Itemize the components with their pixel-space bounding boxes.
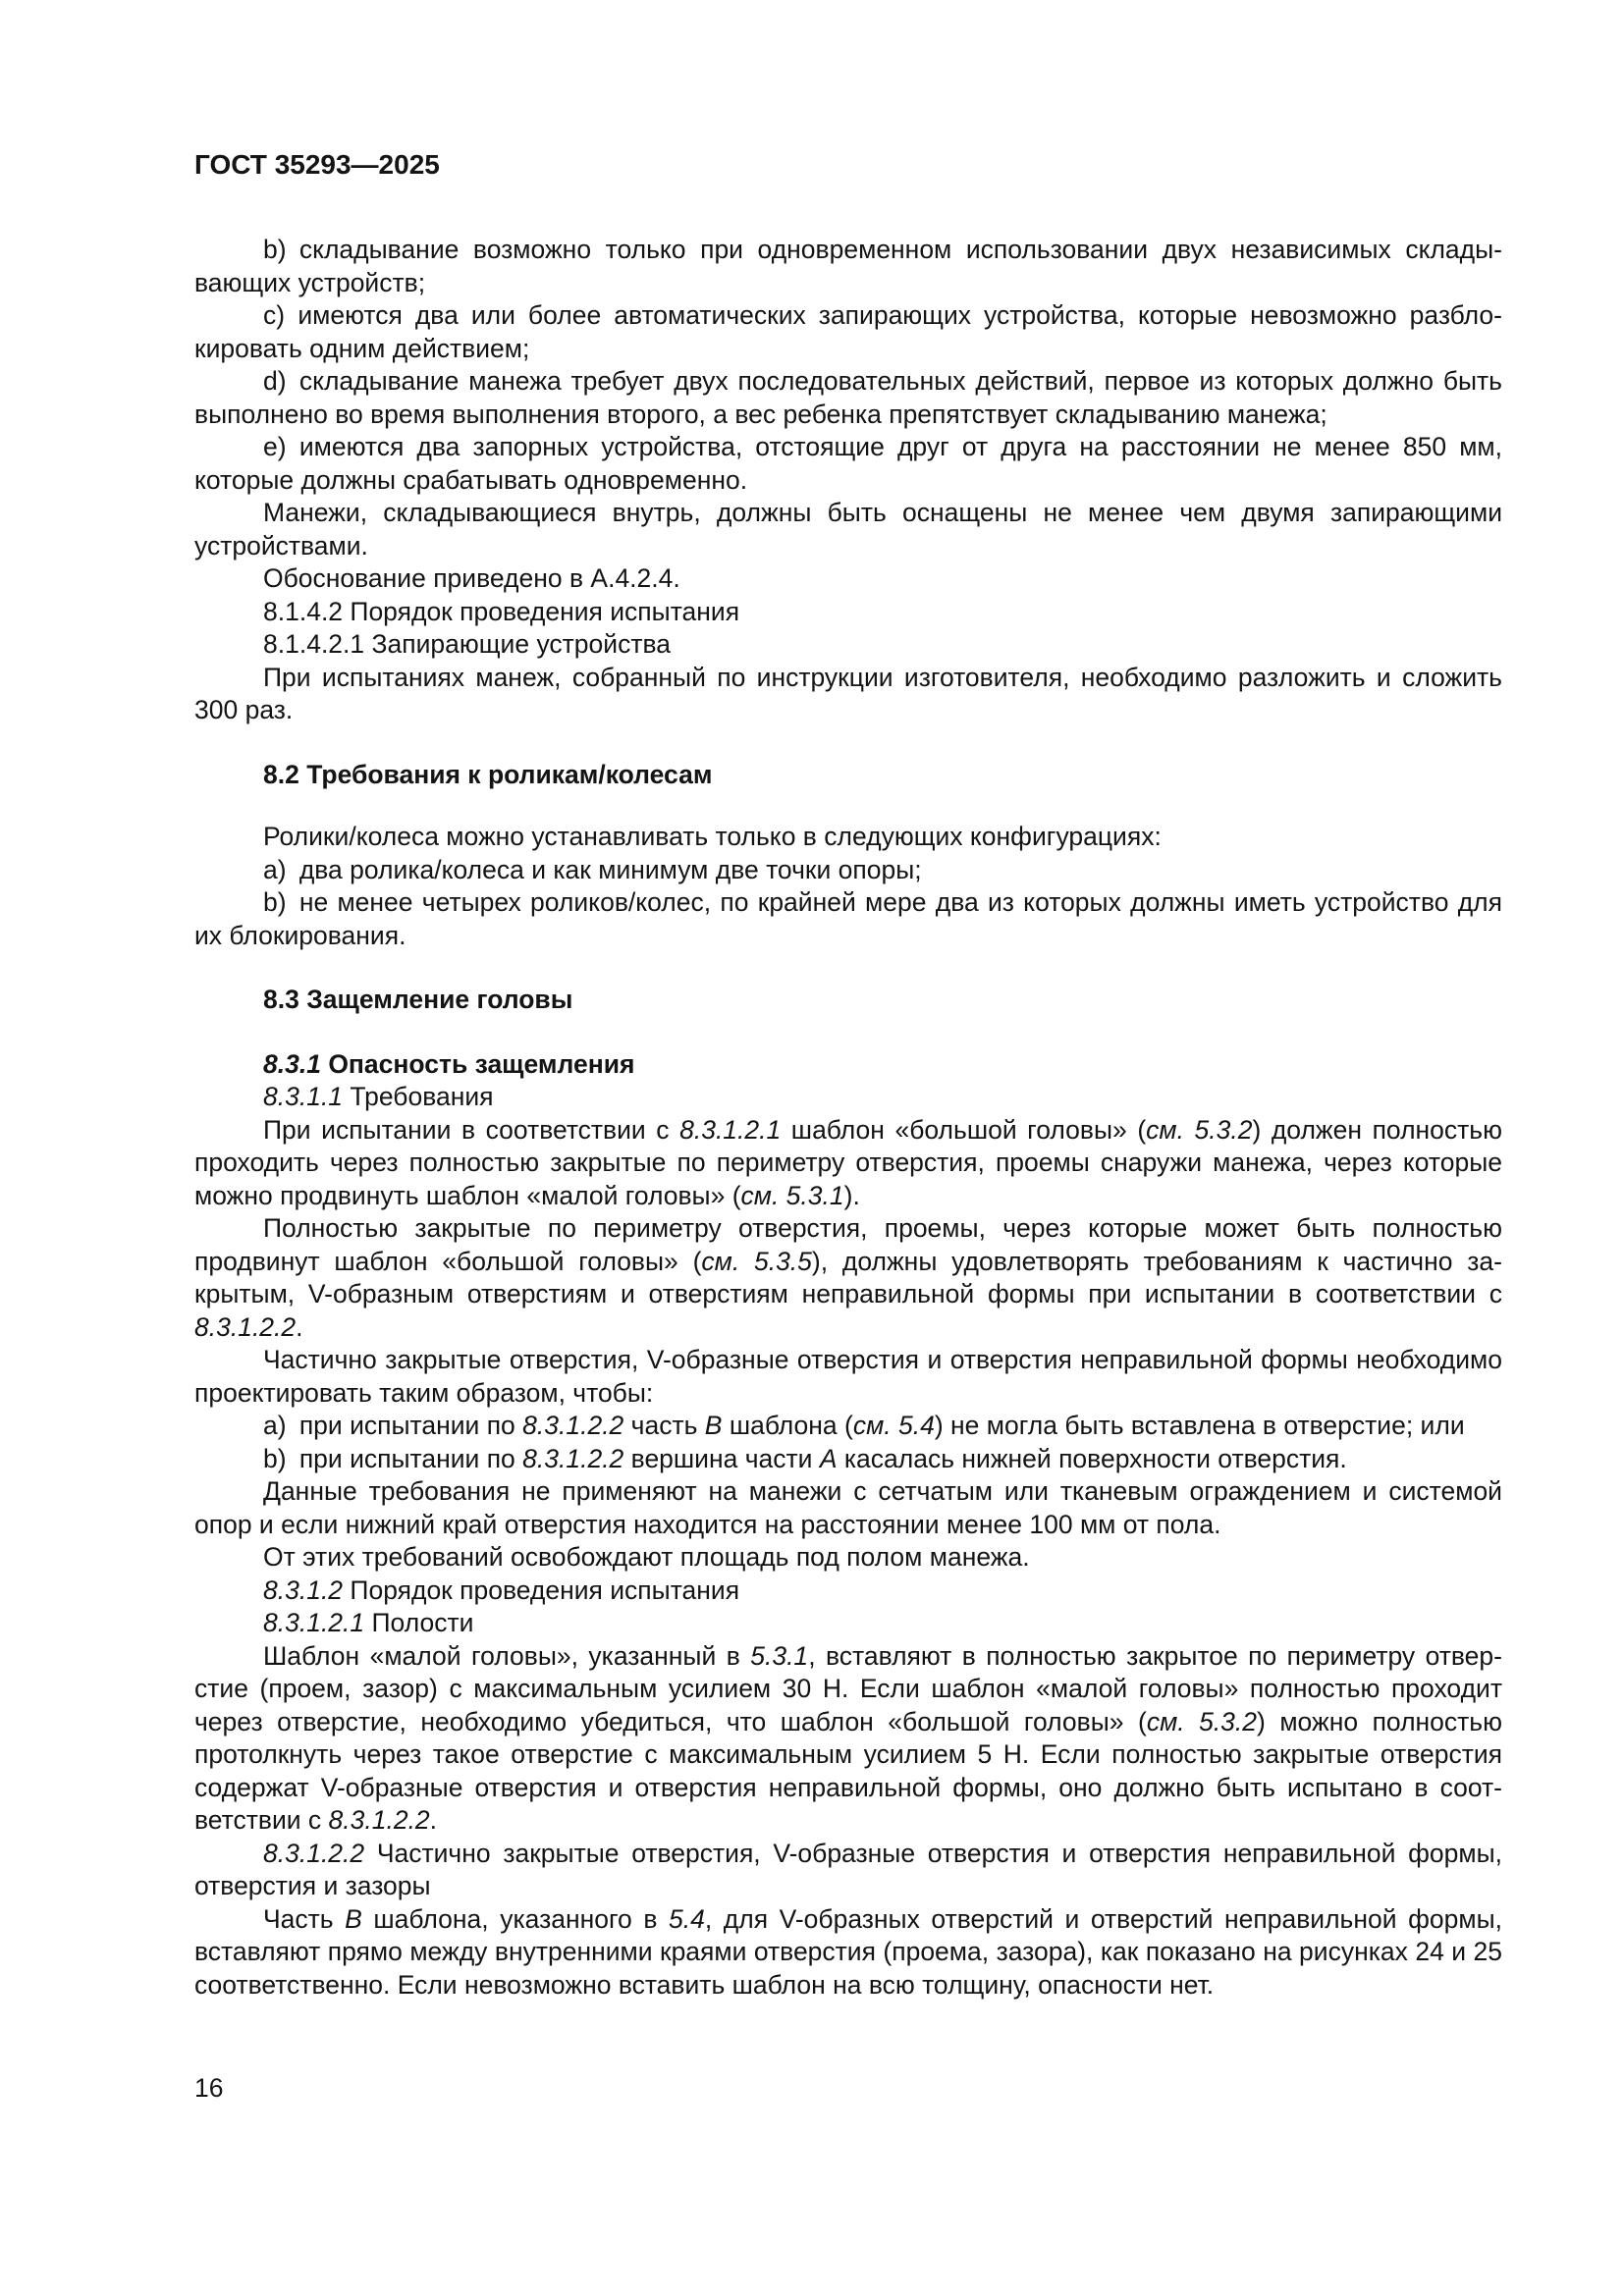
paragraph: [194, 1114, 1502, 1213]
text-segment: см. 5.3.1: [740, 1180, 844, 1210]
text-segment: b) не менее четырех роликов/колес, по крайней мере два из которых должны иметь устройство для их блокирования.: [194, 887, 1502, 950]
text-segment: ).: [843, 1180, 860, 1210]
text-segment: 8.3.1.1: [263, 1082, 344, 1111]
text-segment: ) можно полностью протолкнуть через такое отверстие с максимальным усилием 5 Н. Если полностью закрытые отверстия содержат V-образные отверстия и отверстия неправильной формы, оно должно быть испытано в соответствии с: [194, 1706, 1502, 1835]
text-segment: Полностью закрытые по периметру отверстия, проемы, через которые может быть полностью продвинут шаблон «большой головы» (: [194, 1213, 1502, 1276]
paragraph: [194, 1475, 1502, 1541]
text-segment: 8.3.1.2.2: [194, 1311, 297, 1342]
text-segment: От этих требований освобождают площадь под полом манежа.: [263, 1542, 1030, 1572]
document-header: ГОСТ 35293—2025: [194, 149, 440, 180]
text-segment: см. 5.4: [852, 1411, 935, 1440]
text-segment: 8.3.1: [263, 1048, 321, 1079]
paragraph: [194, 562, 1502, 596]
text-segment: шаблона, указанного в: [361, 1903, 670, 1934]
text-segment: 8.1.4.2 Порядок проведения испытания: [263, 596, 740, 626]
text-segment: Частично закрытые отверстия, V-образные отверстия и отверстия неправильной формы необходимо проектировать таким образом, чтобы:: [194, 1345, 1502, 1408]
text-segment: d) складывание манежа требует двух последовательных действий, первое из которых должно быть выполнено во время выполнения второго, а вес ребенка препятствует складыванию манежа;: [194, 366, 1502, 429]
paragraph: [194, 497, 1502, 562]
text-segment: ) должен полностью проходить через полностью закрытые по периметру отверстия, проемы снаружи манежа, через которые можно продвинуть шаблон «малой головы» (: [194, 1114, 1502, 1210]
text-segment: .: [296, 1311, 303, 1342]
text-segment: .: [429, 1805, 438, 1835]
text-segment: Порядок проведения испытания: [343, 1575, 740, 1605]
paragraph: [194, 234, 1502, 299]
text-segment: 8.3.1.2: [263, 1575, 344, 1605]
text-segment: , для V-образных отверстий и отверстий неправильной формы, вставляют прямо между внутренними краями отверстия (проема, зазора), как показано на рисунках 24 и 25 соответственно. Если невозможно вставить шаблон на всю толщину, опасности нет.: [194, 1903, 1502, 2000]
paragraph: [194, 1081, 1502, 1114]
text-segment: Манежи, складывающиеся внутрь, должны быть оснащены не менее чем двумя запирающими устройствами.: [194, 498, 1502, 561]
section-heading: [194, 759, 1502, 792]
section-heading: [194, 1048, 1502, 1082]
paragraph: [194, 662, 1502, 727]
paragraph: [194, 1344, 1502, 1410]
text-segment: 8.3.1.2.1: [263, 1608, 365, 1637]
paragraph: [194, 1838, 1502, 1903]
text-segment: 8.2 Требования к роликам/колесам: [263, 759, 713, 789]
text-segment: Данные требования не применяют на манежи с сетчатым или тканевым ограждением и системой опор и если нижний край отверстия находится на расстоянии менее 100 мм от пола.: [194, 1476, 1502, 1539]
text-segment: см. 5.3.2: [1146, 1706, 1258, 1736]
paragraph: [194, 365, 1502, 431]
paragraph: [194, 431, 1502, 497]
text-segment: 8.3.1.2.2: [263, 1838, 365, 1868]
paragraph: [194, 821, 1502, 854]
text-segment: Часть: [263, 1903, 346, 1934]
text-segment: см. 5.3.5: [701, 1246, 812, 1276]
text-segment: 8.3.1.2.2: [522, 1443, 624, 1473]
text-segment: 8.3.1.2.2: [328, 1805, 430, 1835]
text-segment: При испытаниях манеж, собранный по инструкции изготовителя, необходимо разложить и сложить 300 раз.: [194, 662, 1502, 724]
paragraph: [194, 1541, 1502, 1575]
text-segment: Требования: [343, 1082, 494, 1111]
text-segment: шаблона (: [722, 1411, 853, 1440]
text-segment: Частично закрытые отверстия, V-образные отверстия и отверстия неправильной формы, отверстия и зазоры: [194, 1838, 1502, 1900]
paragraph: [194, 628, 1502, 662]
text-segment: При испытании в соответствии с: [263, 1114, 680, 1145]
text-segment: касалась нижней поверхности отверстия.: [837, 1443, 1347, 1473]
text-segment: b) складывание возможно только при одновременном использовании двух независимых складывающих устройств;: [194, 235, 1502, 297]
text-segment: 8.3.1.2.2: [522, 1411, 624, 1440]
paragraph: [194, 1607, 1502, 1640]
text-segment: 5.4: [669, 1903, 705, 1934]
text-segment: A: [819, 1443, 838, 1473]
paragraph: [194, 1212, 1502, 1344]
paragraph: [194, 886, 1502, 952]
text-segment: Шаблон «малой головы», указанный в: [263, 1640, 751, 1671]
paragraph: [194, 1575, 1502, 1608]
text-segment: b) при испытании по: [263, 1443, 523, 1473]
text-segment: см. 5.3.2: [1146, 1114, 1253, 1145]
text-segment: Полости: [364, 1608, 474, 1637]
text-segment: c) имеются два или более автоматических запирающих устройства, которые невозможно разблокировать одним действием;: [194, 300, 1502, 363]
text-segment: 8.3 Защемление головы: [263, 985, 573, 1014]
text-segment: Опасность защемления: [320, 1048, 635, 1079]
text-segment: a) два ролика/колеса и как минимум две точки опоры;: [263, 854, 922, 884]
text-segment: , вставляют в полностью закрытое по периметру отверстие (проем, зазор) с максимальным усилием 30 Н. Если шаблон «малой головы» полностью проходит через отверстие, необходимо убедиться, что шаблон «большой головы» (: [194, 1640, 1502, 1736]
paragraph: [194, 1443, 1502, 1476]
paragraph: [194, 854, 1502, 887]
text-segment: часть: [623, 1411, 705, 1440]
text-segment: B: [704, 1411, 723, 1440]
paragraph: [194, 299, 1502, 365]
paragraph: [194, 596, 1502, 629]
text-segment: Обоснование приведено в А.4.2.4.: [263, 563, 680, 593]
paragraph: [194, 1410, 1502, 1443]
text-segment: ) не могла быть вставлена в отверстие; или: [934, 1411, 1465, 1440]
text-segment: Ролики/колеса можно устанавливать только в следующих конфигурациях:: [263, 822, 1162, 851]
text-segment: B: [345, 1903, 362, 1934]
paragraph: [194, 1640, 1502, 1838]
text-segment: шаблон «большой головы» (: [781, 1114, 1147, 1145]
text-segment: a) при испытании по: [263, 1411, 523, 1440]
text-segment: вершина части: [623, 1443, 820, 1473]
section-heading: [194, 984, 1502, 1017]
text-segment: 8.1.4.2.1 Запирающие устройства: [263, 629, 671, 659]
text-segment: 5.3.1: [750, 1640, 809, 1671]
paragraph: [194, 1903, 1502, 2002]
text-segment: ), должны удовлетворять требованиям к частично закрытым, V-образным отверстиям и отверстиям неправильной формы при испытании в соответствии с: [194, 1246, 1502, 1308]
page-number: 16: [194, 2073, 224, 2103]
text-segment: 8.3.1.2.1: [679, 1114, 782, 1145]
document-body: [194, 234, 1502, 2002]
text-segment: e) имеются два запорных устройства, отстоящие друг от друга на расстоянии не менее 850 мм, которые должны срабатывать одновременно.: [194, 432, 1502, 495]
